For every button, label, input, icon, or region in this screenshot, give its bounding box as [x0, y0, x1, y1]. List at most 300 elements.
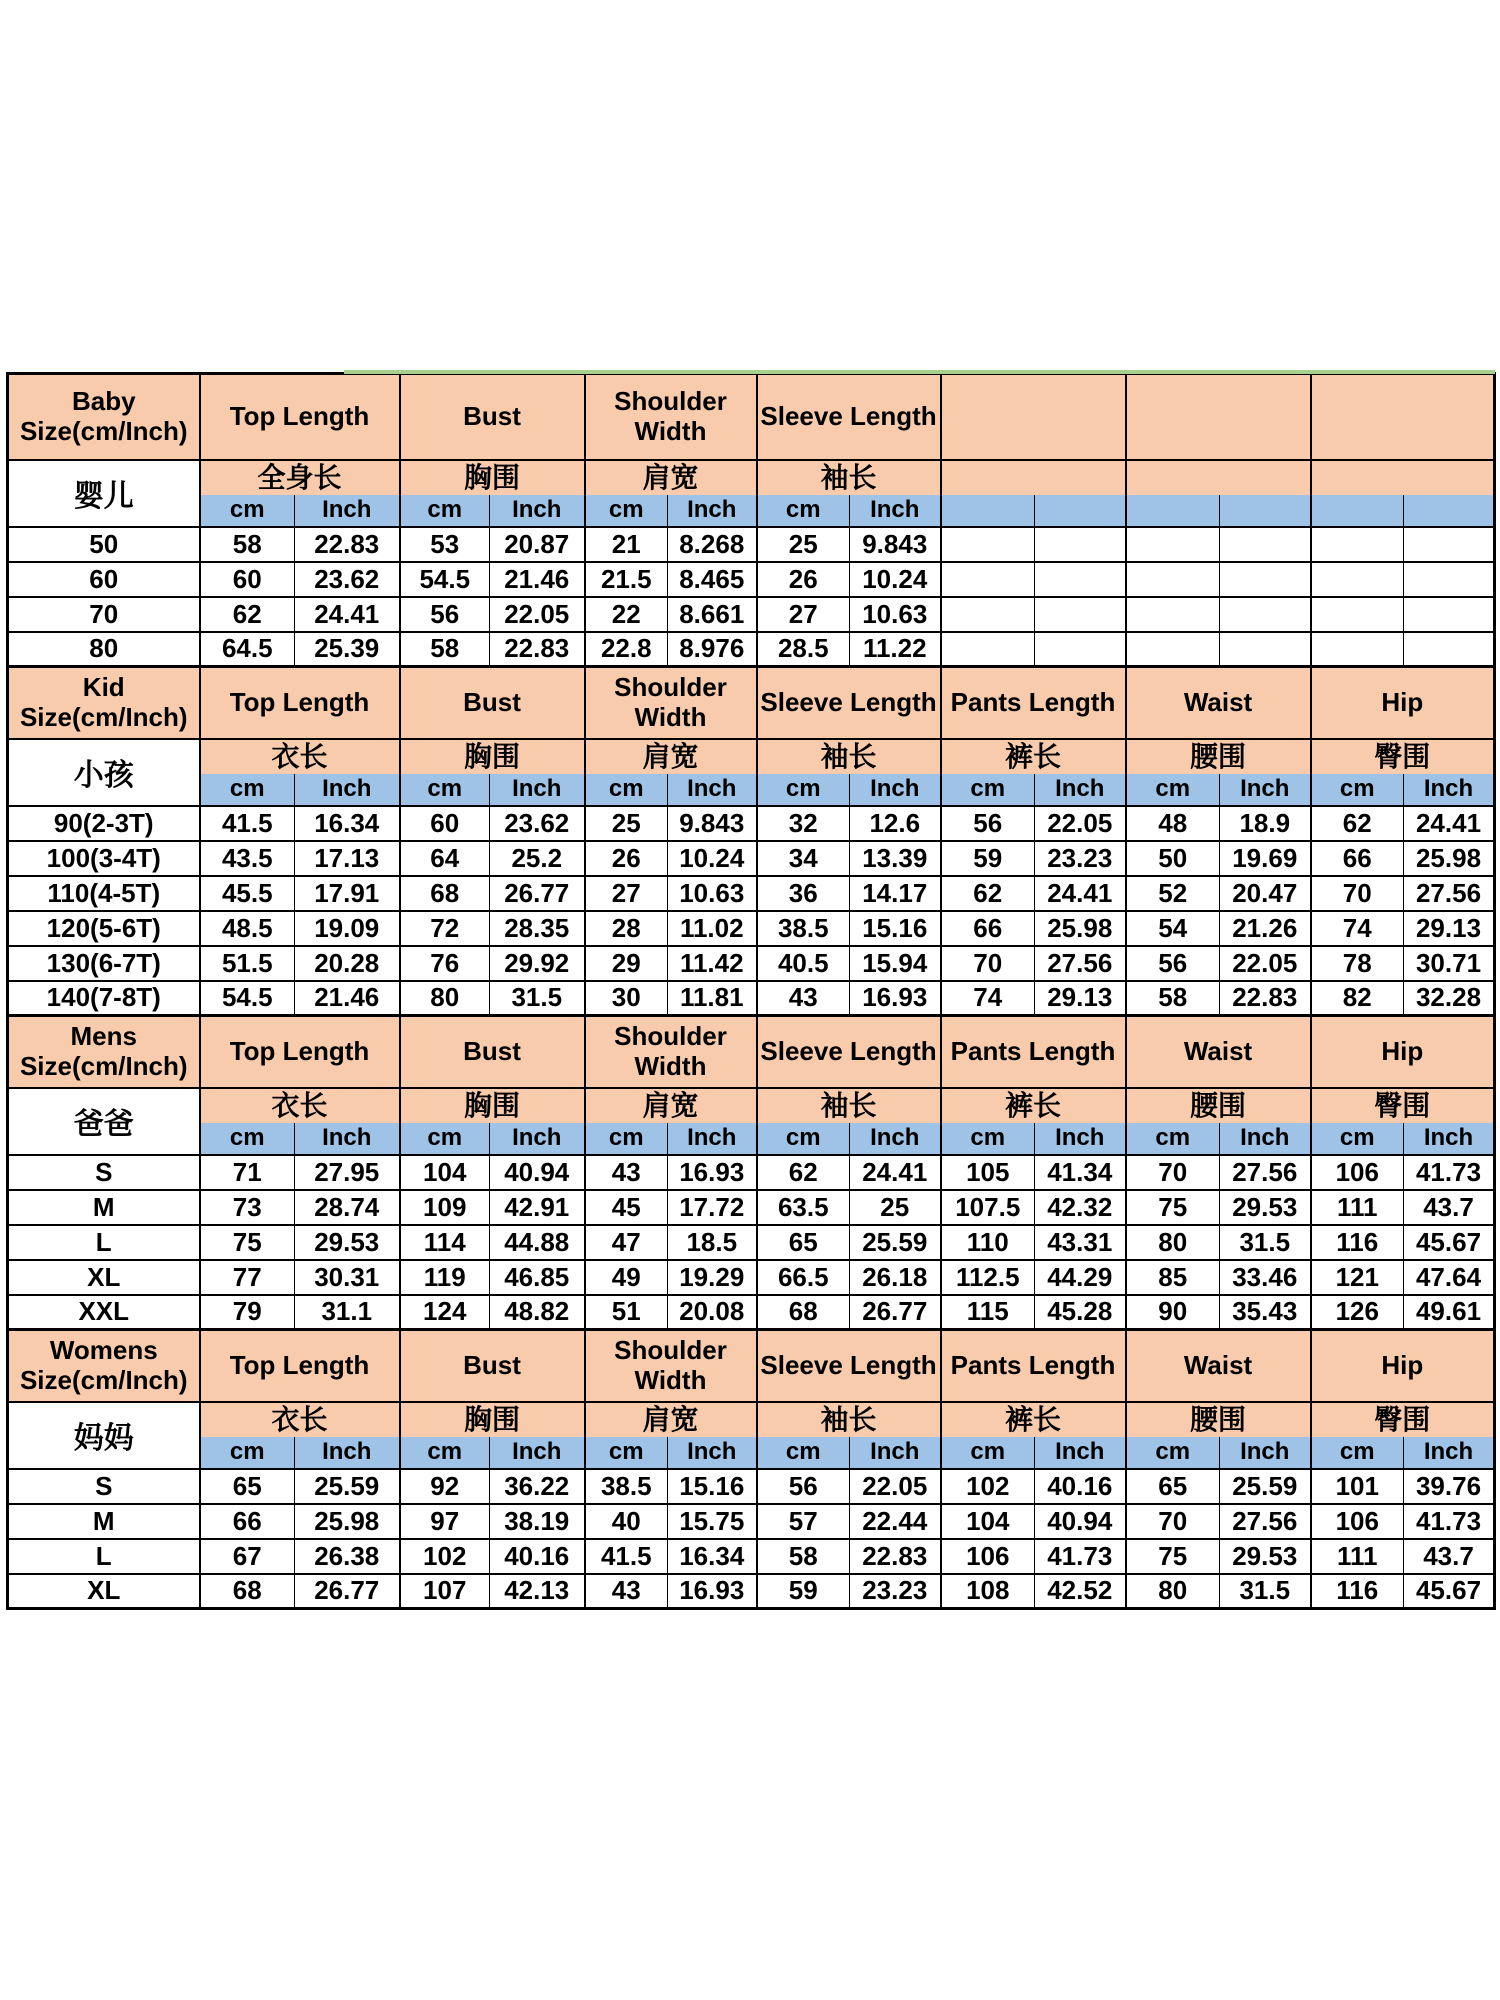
- measure-value: 75: [1126, 1539, 1220, 1574]
- size-row: [8, 841, 1495, 876]
- measure-value: 97: [400, 1504, 490, 1539]
- unit-cm-label: cm: [1126, 774, 1220, 806]
- measure-value: 30.31: [295, 1260, 400, 1295]
- unit-cm-label: cm: [757, 1437, 850, 1469]
- size-row: [8, 1190, 1495, 1225]
- column-cn-header: 全身长: [200, 460, 400, 495]
- column-cn-header: 袖长: [757, 739, 941, 774]
- measure-value: 22.83: [490, 632, 585, 667]
- unit-inch-label: Inch: [850, 495, 941, 527]
- column-header: Sleeve Length: [757, 374, 941, 460]
- measure-value: 54.5: [200, 981, 295, 1016]
- measure-value: 29.13: [1404, 911, 1495, 946]
- measure-value: 18.9: [1220, 806, 1311, 841]
- unit-inch-label: Inch: [1035, 1123, 1126, 1155]
- measure-value: 25.98: [1404, 841, 1495, 876]
- section-title-cell: [8, 1016, 200, 1088]
- measure-value: [1311, 597, 1404, 632]
- section-title-line: Size(cm/Inch): [19, 1050, 188, 1081]
- measure-value: 29.53: [1220, 1539, 1311, 1574]
- unit-inch-label: Inch: [1220, 1123, 1311, 1155]
- column-header: Shoulder Width: [585, 1016, 757, 1088]
- measure-value: 80: [1126, 1225, 1220, 1260]
- measure-value: 40.16: [490, 1539, 585, 1574]
- measure-value: 67: [200, 1539, 295, 1574]
- measure-value: 25.59: [850, 1225, 941, 1260]
- measure-value: 26.77: [295, 1574, 400, 1609]
- measure-value: 77: [200, 1260, 295, 1295]
- measure-value: 19.29: [668, 1260, 757, 1295]
- measure-value: 26.77: [850, 1295, 941, 1330]
- unit-inch-label: Inch: [1220, 1437, 1311, 1469]
- section-kid: [8, 667, 1495, 1016]
- unit-cm-label: cm: [941, 1123, 1035, 1155]
- column-cn-header: 肩宽: [585, 739, 757, 774]
- section-cn-name: 爸爸: [8, 1088, 200, 1155]
- measure-value: 26: [757, 562, 850, 597]
- column-cn-header: 臀围: [1311, 1402, 1495, 1437]
- measure-value: 22.44: [850, 1504, 941, 1539]
- measure-value: 107.5: [941, 1190, 1035, 1225]
- measure-value: 21.46: [295, 981, 400, 1016]
- size-label: 140(7-8T): [8, 981, 200, 1016]
- top-accent-line: [344, 370, 1495, 374]
- section-title-line: Size(cm/Inch): [19, 701, 188, 732]
- unit-cm-label: cm: [757, 1123, 850, 1155]
- column-header: Shoulder Width: [585, 667, 757, 739]
- measure-value: 45.67: [1404, 1225, 1495, 1260]
- column-cn-header: 袖长: [757, 1402, 941, 1437]
- measure-value: [1126, 562, 1220, 597]
- section-womens: [8, 1330, 1495, 1609]
- measure-value: 43: [757, 981, 850, 1016]
- column-header: Hip: [1311, 1330, 1495, 1402]
- size-label: 110(4-5T): [8, 876, 200, 911]
- column-cn-header: 衣长: [200, 1088, 400, 1123]
- column-cn-header: 衣长: [200, 739, 400, 774]
- measure-value: 111: [1311, 1539, 1404, 1574]
- measure-value: 107: [400, 1574, 490, 1609]
- measure-value: 42.13: [490, 1574, 585, 1609]
- size-row: [8, 806, 1495, 841]
- section-title-cell: [8, 1330, 200, 1402]
- section-header-row: [8, 667, 1495, 739]
- measure-value: 22.83: [1220, 981, 1311, 1016]
- unit-inch-label: Inch: [850, 1437, 941, 1469]
- measure-value: 71: [200, 1155, 295, 1190]
- measure-value: 66: [941, 911, 1035, 946]
- measure-value: 11.81: [668, 981, 757, 1016]
- measure-value: 22.05: [1035, 806, 1126, 841]
- measure-value: 9.843: [850, 527, 941, 562]
- column-header-empty: [1311, 374, 1495, 460]
- size-row: [8, 1504, 1495, 1539]
- unit-inch-label: [1404, 495, 1495, 527]
- size-row: [8, 632, 1495, 667]
- measure-value: 29.53: [295, 1225, 400, 1260]
- measure-value: 21.46: [490, 562, 585, 597]
- measure-value: 58: [400, 632, 490, 667]
- section-header-row: [8, 1330, 1495, 1402]
- column-header: Hip: [1311, 1016, 1495, 1088]
- measure-value: 25.39: [295, 632, 400, 667]
- column-header: Sleeve Length: [757, 667, 941, 739]
- measure-value: 31.5: [490, 981, 585, 1016]
- measure-value: 56: [1126, 946, 1220, 981]
- measure-value: 58: [757, 1539, 850, 1574]
- column-header: Pants Length: [941, 1016, 1126, 1088]
- measure-value: 56: [941, 806, 1035, 841]
- section-title-line: Size(cm/Inch): [19, 415, 188, 446]
- column-cn-header: 袖长: [757, 460, 941, 495]
- column-cn-header: 胸围: [400, 1088, 585, 1123]
- size-chart: [6, 372, 1495, 1610]
- measure-value: 26: [585, 841, 668, 876]
- unit-cm-label: cm: [1126, 1437, 1220, 1469]
- size-label: L: [8, 1539, 200, 1574]
- unit-row: [8, 1123, 1495, 1155]
- measure-value: 92: [400, 1469, 490, 1504]
- measure-value: 72: [400, 911, 490, 946]
- measure-value: [1126, 527, 1220, 562]
- measure-value: 41.5: [200, 806, 295, 841]
- size-row: [8, 911, 1495, 946]
- measure-value: 28: [585, 911, 668, 946]
- section-title-line: Size(cm/Inch): [19, 1364, 188, 1395]
- measure-value: 41.73: [1035, 1539, 1126, 1574]
- section-cn-name: 妈妈: [8, 1402, 200, 1469]
- measure-value: 43.7: [1404, 1190, 1495, 1225]
- measure-value: 36.22: [490, 1469, 585, 1504]
- column-cn-header: 胸围: [400, 739, 585, 774]
- column-cn-header: 臀围: [1311, 1088, 1495, 1123]
- section-title-line: Mens: [70, 1020, 137, 1051]
- size-row: [8, 1574, 1495, 1609]
- measure-value: 27: [757, 597, 850, 632]
- measure-value: 43.31: [1035, 1225, 1126, 1260]
- unit-cm-label: cm: [585, 774, 668, 806]
- unit-cm-label: cm: [585, 1437, 668, 1469]
- measure-value: 57: [757, 1504, 850, 1539]
- size-row: [8, 1155, 1495, 1190]
- measure-value: 64: [400, 841, 490, 876]
- measure-value: 17.13: [295, 841, 400, 876]
- column-header: Sleeve Length: [757, 1016, 941, 1088]
- measure-value: 25.98: [1035, 911, 1126, 946]
- measure-value: 29: [585, 946, 668, 981]
- measure-value: 38.5: [585, 1469, 668, 1504]
- section-cn-row: [8, 739, 1495, 774]
- unit-cm-label: cm: [757, 495, 850, 527]
- measure-value: 32.28: [1404, 981, 1495, 1016]
- measure-value: 34: [757, 841, 850, 876]
- measure-value: 106: [1311, 1155, 1404, 1190]
- measure-value: 16.93: [668, 1574, 757, 1609]
- column-header: Pants Length: [941, 667, 1126, 739]
- measure-value: 17.91: [295, 876, 400, 911]
- unit-inch-label: Inch: [295, 774, 400, 806]
- measure-value: 25.59: [295, 1469, 400, 1504]
- measure-value: 11.02: [668, 911, 757, 946]
- measure-value: 45.28: [1035, 1295, 1126, 1330]
- column-cn-header: 衣长: [200, 1402, 400, 1437]
- measure-value: 25: [850, 1190, 941, 1225]
- measure-value: 58: [1126, 981, 1220, 1016]
- measure-value: 109: [400, 1190, 490, 1225]
- measure-value: 26.77: [490, 876, 585, 911]
- size-row: [8, 946, 1495, 981]
- measure-value: 23.62: [295, 562, 400, 597]
- measure-value: 23.23: [1035, 841, 1126, 876]
- measure-value: 46.85: [490, 1260, 585, 1295]
- measure-value: 40.94: [1035, 1504, 1126, 1539]
- measure-value: [1220, 632, 1311, 667]
- measure-value: 36: [757, 876, 850, 911]
- size-label: M: [8, 1190, 200, 1225]
- unit-cm-label: [1126, 495, 1220, 527]
- unit-cm-label: [1311, 495, 1404, 527]
- measure-value: [1126, 597, 1220, 632]
- measure-value: 116: [1311, 1225, 1404, 1260]
- measure-value: 73: [200, 1190, 295, 1225]
- measure-value: 15.94: [850, 946, 941, 981]
- measure-value: 76: [400, 946, 490, 981]
- size-label: L: [8, 1225, 200, 1260]
- measure-value: 66: [200, 1504, 295, 1539]
- measure-value: 20.47: [1220, 876, 1311, 911]
- measure-value: 59: [941, 841, 1035, 876]
- size-row: [8, 1260, 1495, 1295]
- measure-value: 27.56: [1220, 1504, 1311, 1539]
- column-cn-header: 腰围: [1126, 1088, 1311, 1123]
- column-header: Bust: [400, 667, 585, 739]
- measure-value: 10.63: [668, 876, 757, 911]
- measure-value: 31.5: [1220, 1225, 1311, 1260]
- unit-cm-label: cm: [757, 774, 850, 806]
- measure-value: 51.5: [200, 946, 295, 981]
- measure-value: 121: [1311, 1260, 1404, 1295]
- measure-value: 119: [400, 1260, 490, 1295]
- section-cn-row: [8, 1402, 1495, 1437]
- unit-cm-label: cm: [1311, 774, 1404, 806]
- measure-value: 11.42: [668, 946, 757, 981]
- measure-value: 21: [585, 527, 668, 562]
- unit-inch-label: Inch: [1035, 774, 1126, 806]
- measure-value: 126: [1311, 1295, 1404, 1330]
- size-row: [8, 1225, 1495, 1260]
- measure-value: [1220, 597, 1311, 632]
- measure-value: 8.976: [668, 632, 757, 667]
- unit-inch-label: Inch: [668, 495, 757, 527]
- unit-cm-label: cm: [941, 774, 1035, 806]
- measure-value: 70: [941, 946, 1035, 981]
- measure-value: 51: [585, 1295, 668, 1330]
- measure-value: 79: [200, 1295, 295, 1330]
- measure-value: 27: [585, 876, 668, 911]
- measure-value: 41.73: [1404, 1155, 1495, 1190]
- unit-cm-label: cm: [200, 1437, 295, 1469]
- unit-inch-label: Inch: [1035, 1437, 1126, 1469]
- column-header: Top Length: [200, 667, 400, 739]
- measure-value: 19.69: [1220, 841, 1311, 876]
- measure-value: 16.34: [668, 1539, 757, 1574]
- measure-value: 41.5: [585, 1539, 668, 1574]
- measure-value: [1311, 632, 1404, 667]
- measure-value: 28.5: [757, 632, 850, 667]
- measure-value: 27.56: [1035, 946, 1126, 981]
- measure-value: 31.5: [1220, 1574, 1311, 1609]
- column-cn-header-empty: [941, 460, 1126, 495]
- measure-value: 15.75: [668, 1504, 757, 1539]
- measure-value: 16.93: [850, 981, 941, 1016]
- unit-row: [8, 774, 1495, 806]
- column-header: Top Length: [200, 1016, 400, 1088]
- measure-value: 75: [1126, 1190, 1220, 1225]
- measure-value: 78: [1311, 946, 1404, 981]
- column-cn-header: 胸围: [400, 1402, 585, 1437]
- unit-cm-label: [941, 495, 1035, 527]
- measure-value: 80: [400, 981, 490, 1016]
- unit-cm-label: cm: [400, 1437, 490, 1469]
- section-mens: [8, 1016, 1495, 1330]
- measure-value: 60: [400, 806, 490, 841]
- size-label: 130(6-7T): [8, 946, 200, 981]
- measure-value: [1035, 632, 1126, 667]
- measure-value: 62: [200, 597, 295, 632]
- measure-value: 48.5: [200, 911, 295, 946]
- section-cn-row: [8, 1088, 1495, 1123]
- measure-value: [1404, 597, 1495, 632]
- measure-value: 74: [1311, 911, 1404, 946]
- measure-value: [1311, 527, 1404, 562]
- measure-value: 58: [200, 527, 295, 562]
- measure-value: 12.6: [850, 806, 941, 841]
- measure-value: 39.76: [1404, 1469, 1495, 1504]
- measure-value: 47.64: [1404, 1260, 1495, 1295]
- column-header: Shoulder Width: [585, 374, 757, 460]
- measure-value: 112.5: [941, 1260, 1035, 1295]
- measure-value: 42.52: [1035, 1574, 1126, 1609]
- column-cn-header: 胸围: [400, 460, 585, 495]
- measure-value: 19.09: [295, 911, 400, 946]
- measure-value: 108: [941, 1574, 1035, 1609]
- measure-value: 111: [1311, 1190, 1404, 1225]
- section-title-cell: [8, 667, 200, 739]
- measure-value: 8.268: [668, 527, 757, 562]
- unit-inch-label: Inch: [490, 1123, 585, 1155]
- measure-value: 29.53: [1220, 1190, 1311, 1225]
- column-cn-header: 肩宽: [585, 1402, 757, 1437]
- unit-inch-label: Inch: [1404, 1123, 1495, 1155]
- measure-value: 9.843: [668, 806, 757, 841]
- measure-value: 70: [1126, 1155, 1220, 1190]
- size-row: [8, 597, 1495, 632]
- measure-value: 50: [1126, 841, 1220, 876]
- unit-inch-label: Inch: [850, 1123, 941, 1155]
- column-header: Hip: [1311, 667, 1495, 739]
- unit-inch-label: Inch: [668, 1437, 757, 1469]
- size-label: S: [8, 1155, 200, 1190]
- unit-cm-label: cm: [1311, 1123, 1404, 1155]
- measure-value: 33.46: [1220, 1260, 1311, 1295]
- measure-value: 42.32: [1035, 1190, 1126, 1225]
- measure-value: 43.7: [1404, 1539, 1495, 1574]
- measure-value: 68: [757, 1295, 850, 1330]
- measure-value: 31.1: [295, 1295, 400, 1330]
- measure-value: [1220, 562, 1311, 597]
- size-label: 60: [8, 562, 200, 597]
- unit-cm-label: cm: [200, 1123, 295, 1155]
- measure-value: 30: [585, 981, 668, 1016]
- measure-value: 110: [941, 1225, 1035, 1260]
- measure-value: 105: [941, 1155, 1035, 1190]
- section-title-line: Womens: [49, 1334, 158, 1365]
- measure-value: 106: [941, 1539, 1035, 1574]
- measure-value: 52: [1126, 876, 1220, 911]
- column-cn-header: 臀围: [1311, 739, 1495, 774]
- size-label: XXL: [8, 1295, 200, 1330]
- measure-value: [1311, 562, 1404, 597]
- measure-value: 22.05: [490, 597, 585, 632]
- measure-value: [941, 632, 1035, 667]
- measure-value: 25: [585, 806, 668, 841]
- measure-value: 23.62: [490, 806, 585, 841]
- size-label: M: [8, 1504, 200, 1539]
- size-row: [8, 1539, 1495, 1574]
- column-cn-header-empty: [1126, 460, 1311, 495]
- size-label: XL: [8, 1260, 200, 1295]
- measure-value: 41.34: [1035, 1155, 1126, 1190]
- size-row: [8, 1469, 1495, 1504]
- measure-value: [1404, 632, 1495, 667]
- measure-value: 30.71: [1404, 946, 1495, 981]
- measure-value: 90: [1126, 1295, 1220, 1330]
- measure-value: 15.16: [850, 911, 941, 946]
- measure-value: 68: [200, 1574, 295, 1609]
- size-label: 50: [8, 527, 200, 562]
- column-cn-header: 裤长: [941, 1402, 1126, 1437]
- measure-value: 62: [1311, 806, 1404, 841]
- measure-value: 101: [1311, 1469, 1404, 1504]
- unit-cm-label: cm: [400, 495, 490, 527]
- unit-row: [8, 1437, 1495, 1469]
- measure-value: [1126, 632, 1220, 667]
- measure-value: 40.5: [757, 946, 850, 981]
- measure-value: 41.73: [1404, 1504, 1495, 1539]
- measure-value: 62: [757, 1155, 850, 1190]
- size-label: 90(2-3T): [8, 806, 200, 841]
- unit-inch-label: Inch: [490, 495, 585, 527]
- section-title-line: Baby: [71, 385, 136, 416]
- measure-value: 22.05: [850, 1469, 941, 1504]
- unit-cm-label: cm: [585, 1123, 668, 1155]
- measure-value: 44.88: [490, 1225, 585, 1260]
- measure-value: 22.83: [295, 527, 400, 562]
- measure-value: [941, 562, 1035, 597]
- measure-value: [1035, 597, 1126, 632]
- measure-value: 18.5: [668, 1225, 757, 1260]
- column-cn-header: 腰围: [1126, 739, 1311, 774]
- measure-value: 104: [400, 1155, 490, 1190]
- measure-value: 43: [585, 1155, 668, 1190]
- section-baby: [8, 374, 1495, 667]
- measure-value: 24.41: [850, 1155, 941, 1190]
- measure-value: 8.465: [668, 562, 757, 597]
- unit-cm-label: cm: [200, 774, 295, 806]
- column-cn-header: 裤长: [941, 1088, 1126, 1123]
- unit-inch-label: [1220, 495, 1311, 527]
- measure-value: 26.18: [850, 1260, 941, 1295]
